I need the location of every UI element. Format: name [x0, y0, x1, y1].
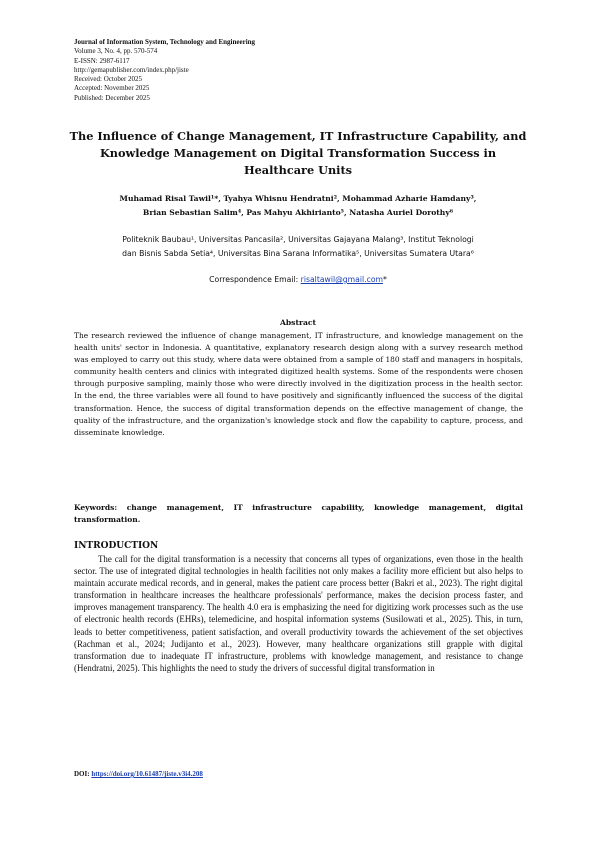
affiliations	[70, 233, 526, 261]
author-list	[76, 192, 520, 220]
affiliation-line: Politeknik Baubau¹, Universitas Pancasila², Universitas Gajayana Malang³, Institut Teknologi	[122, 235, 474, 244]
correspondence	[70, 275, 526, 284]
abstract-text: The research reviewed the influence of change management, IT infrastructure, and knowledge management on the health units' sector in Indonesia. A quantitative, explanatory research design along with a survey research method was employed to carry out this study, where data were obtained from a sample of 180 staff and managers in hospitals, community health centers and clinics with integrated digitized health systems. Some of the respondents were chosen through purposive sampling, mainly those who were directly involved in the digitization process in the health sector. In the end, the three variables were all found to have positively and significantly influenced the success of the digital transformation. Hence, the success of digital transformation depends on the effective management of change, the quality of the infrastructure, and the organization's knowledge stock and flow the capability to capture, process, and disseminate knowledge.	[74, 331, 523, 437]
journal-name: Journal of Information System, Technology and Engineering	[74, 38, 256, 46]
correspondence-mark: *	[383, 275, 387, 284]
journal-url[interactable]: http://gemapublisher.com/index.php/jiste	[74, 65, 189, 74]
doi-link[interactable]: https://doi.org/10.61487/jiste.v3i4.208	[91, 770, 203, 778]
affiliation-line: dan Bisnis Sabda Setia⁴, Universitas Bina Sarana Informatika⁵, Universitas Sumatera Utara⁶	[122, 249, 474, 258]
journal-header	[74, 38, 374, 103]
accepted-date: Accepted: November 2025	[74, 84, 150, 93]
journal-issn: E-ISSN: 2987-6117	[74, 56, 130, 65]
journal-volume: Volume 3, No. 4, pp. 570-574	[74, 47, 158, 56]
introduction-text: The call for the digital transformation is a necessity that concerns all types of organizations, even those in the health sector. The use of integrated digital technologies in health facilities not only makes a facility more efficient but also helps to maintain accurate medical records, and in general, makes the patient care process better (Bakri et al., 2023). The right digital transformation in healthcare increases the healthcare professionals' performance, makes the decision process faster, and improves management transparency. The health 4.0 era is emphasizing the need for digitizing work processes such as the use of electronic health records (EHRs), telemedicine, and hospital information systems (Susilowati et al., 2025). This, in turn, leads to better competitiveness, patient satisfaction, and overall productivity towards the achievement of the set objectives (Rachman et al., 2024; Judijanto et al., 2023). However, many healthcare organizations still grapple with digital transformation due to inadequate IT infrastructure, problems with knowledge management, and resistance to change (Hendratni, 2025). This highlights the need to study the drivers of successful digital transformation in	[74, 554, 523, 673]
abstract-heading: Abstract	[279, 318, 317, 327]
author-line: Brian Sebastian Salim⁴, Pas Mahyu Akhirianto⁵, Natasha Auriel Dorothy⁶	[142, 208, 454, 217]
doi-label: DOI:	[74, 770, 92, 778]
correspondence-label: Correspondence Email:	[209, 275, 301, 284]
author-line: Muhamad Risal Tawil¹*, Tyahya Whisnu Hendratni², Mohammad Azharie Hamdany³,	[119, 194, 477, 203]
paper-title: The Influence of Change Management, IT Infrastructure Capability, and Knowledge Management on Digital Transformation Success in Healthcare Units	[69, 129, 527, 177]
introduction-heading: INTRODUCTION	[74, 541, 159, 551]
received-date: Received: October 2025	[74, 75, 143, 84]
correspondence-email-link[interactable]: risaltawil@gmail.com	[300, 275, 384, 284]
published-date: Published: December 2025	[74, 93, 150, 102]
doi-footer	[74, 770, 203, 778]
keywords: Keywords: change management, IT infrastructure capability, knowledge management, digital transformation.	[74, 503, 523, 524]
